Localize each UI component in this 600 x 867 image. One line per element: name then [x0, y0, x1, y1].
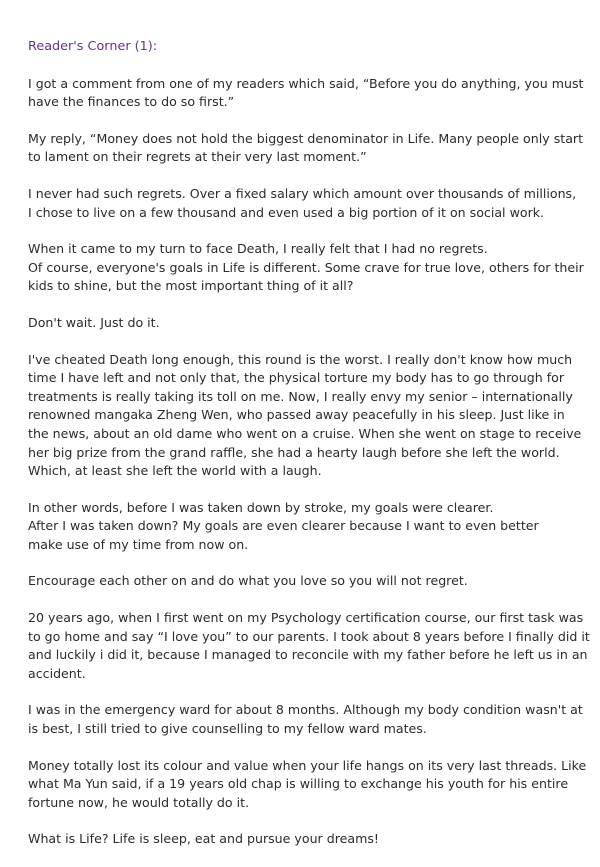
paragraph	[28, 499, 584, 555]
text-line: My reply, “Money does not hold the biggest denominator in Life. Many people only start	[28, 130, 584, 146]
text-line: what Ma Yun said, if a 19 years old chap is willing to exchange his youth for his entire	[28, 776, 569, 792]
text-line: When it came to my turn to face Death, I really felt that I had no regrets.	[28, 241, 488, 257]
text-line: kids to shine, but the most important thing of it all?	[28, 278, 354, 294]
paragraph	[28, 609, 590, 683]
text-line: time I have left and not only that, the physical torture my body has to go through for	[28, 370, 565, 386]
text-line: Money totally lost its colour and value when your life hangs on its very last threads. Like	[28, 757, 587, 773]
article-body	[28, 75, 590, 849]
text-line: is best, I still tried to give counselling to my fellow ward mates.	[28, 721, 427, 737]
text-line: treatments is really taking its toll on me. Now, I really envy my senior – internationally	[28, 388, 573, 404]
text-line: the news, about an old dame who went on a cruise. When she went on stage to receive	[28, 425, 582, 441]
text-line: Which, at least she left the world with a laugh.	[28, 463, 322, 479]
text-line: and luckily i did it, because I managed to reconcile with my father before he left us in an	[28, 647, 588, 663]
paragraph	[28, 830, 584, 849]
paragraph	[28, 75, 584, 112]
paragraph	[28, 314, 584, 333]
text-line: I've cheated Death long enough, this round is the worst. I really don't know how much	[28, 351, 573, 367]
text-line: I got a comment from one of my readers which said, “Before you do anything, you must	[28, 75, 584, 91]
text-line: In other words, before I was taken down by stroke, my goals were clearer.	[28, 499, 494, 515]
text-line: I was in the emergency ward for about 8 months. Although my body condition wasn't at	[28, 702, 583, 718]
text-line: Of course, everyone's goals in Life is different. Some crave for true love, others for their	[28, 259, 584, 275]
text-line: to go home and say “I love you” to our parents. I took about 8 years before I finally did it	[28, 628, 590, 644]
text-line: fortune now, he would totally do it.	[28, 794, 250, 810]
text-line: have the finances to do so first.”	[28, 94, 235, 110]
text-line: 20 years ago, when I first went on my Psychology certification course, our first task was	[28, 610, 584, 626]
paragraph	[28, 757, 587, 813]
paragraph	[28, 185, 584, 222]
text-line: I chose to live on a few thousand and even used a big portion of it on social work.	[28, 204, 545, 220]
text-line: After I was taken down? My goals are even clearer because I want to even better	[28, 518, 539, 534]
text-line: make use of my time from now on.	[28, 536, 249, 552]
paragraph	[28, 701, 584, 738]
paragraph	[28, 240, 584, 296]
paragraph	[28, 572, 584, 591]
document-page	[28, 38, 590, 867]
text-line: her big prize from the grand raffle, she had a hearty laugh before she left the world.	[28, 444, 560, 460]
text-line: What is Life? Life is sleep, eat and pursue your dreams!	[28, 831, 379, 847]
paragraph	[28, 130, 584, 167]
text-line: Don't wait. Just do it.	[28, 314, 160, 330]
text-line: to lament on their regrets at their very last moment.”	[28, 149, 367, 165]
text-line: Encourage each other on and do what you love so you will not regret.	[28, 573, 468, 589]
text-line: I never had such regrets. Over a fixed salary which amount over thousands of millions,	[28, 185, 577, 201]
text-line: renowned mangaka Zheng Wen, who passed away peacefully in his sleep. Just like in	[28, 407, 565, 423]
section-heading: Reader's Corner (1):	[28, 39, 158, 54]
text-line: accident.	[28, 665, 86, 681]
paragraph	[28, 351, 584, 481]
